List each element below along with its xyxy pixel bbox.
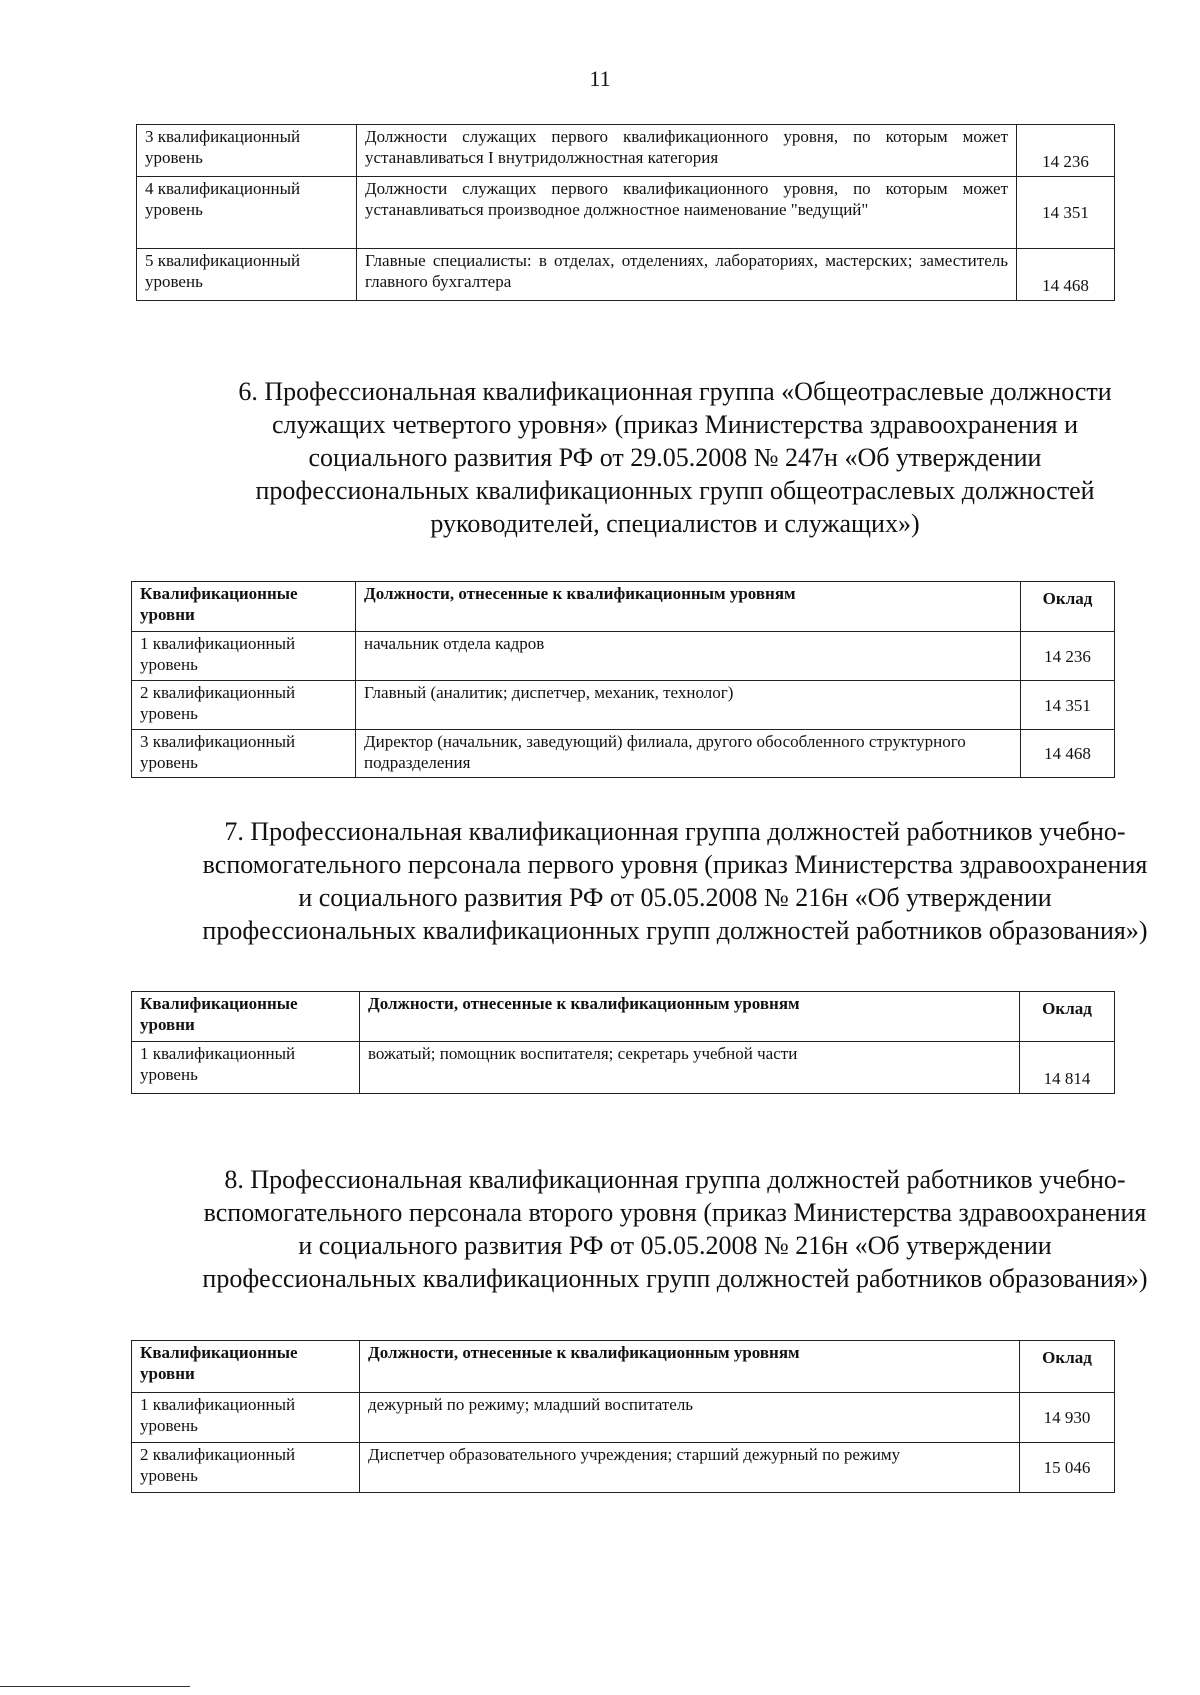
header-positions: Должности, отнесенные к квалификационным уровням [356,582,1021,632]
section-6-heading: 6. Профессиональная квалификационная группа «Общеотраслевые должности служащих четвертого уровня» (приказ Министерства здравоохранения и социального развития РФ от 29.05.2008 № 247н «Об утверждении профессиональных квалификационных групп общеотраслевых должностей руководителей, специалистов и служащих») [238,377,1112,538]
positions-cell: Директор (начальник, заведующий) филиала, другого обособленного структурного подразделения [356,730,1021,778]
positions-cell: вожатый; помощник воспитателя; секретарь учебной части [360,1042,1020,1094]
positions-cell: Главные специалисты: в отделах, отделениях, лабораториях, мастерских; заместитель главного бухгалтера [357,249,1017,301]
positions-cell: Должности служащих первого квалификационного уровня, по которым может устанавливаться I внутридолжностная категория [357,125,1017,177]
header-oklad: Оклад [1020,1341,1115,1393]
section-6-table [131,581,1115,778]
level-cell: 3 квалификационный уровень [132,730,356,778]
level-cell: 2 квалификационный уровень [132,681,356,730]
table-header-row [132,582,1115,632]
oklad-cell: 14 351 [1021,681,1115,730]
header-level: Квалификационные уровни [132,1341,360,1393]
header-level: Квалификационные уровни [132,992,360,1042]
table-row [137,177,1115,249]
oklad-cell: 14 468 [1017,249,1115,301]
level-cell: 5 квалификационный уровень [137,249,357,301]
header-oklad: Оклад [1020,992,1115,1042]
positions-cell: начальник отдела кадров [356,632,1021,681]
oklad-cell: 14 351 [1017,177,1115,249]
header-level: Квалификационные уровни [132,582,356,632]
table-row [132,681,1115,730]
table-top-continuation [136,124,1115,301]
positions-cell: Диспетчер образовательного учреждения; старший дежурный по режиму [360,1443,1020,1493]
table-row [132,632,1115,681]
oklad-cell: 14 468 [1021,730,1115,778]
section-7-heading: 7. Профессиональная квалификационная группа должностей работников учебно-вспомогательного персонала первого уровня (приказ Министерства здравоохранения и социального развития РФ от 05.05.2008 № 216н «Об утверждении профессиональных квалификационных групп должностей работников образования») [202,817,1148,945]
table-row [132,1393,1115,1443]
positions-cell: дежурный по режиму; младший воспитатель [360,1393,1020,1443]
table-row [137,249,1115,301]
table-row [132,730,1115,778]
section-7-table [131,991,1115,1094]
oklad-cell: 14 236 [1021,632,1115,681]
level-cell: 2 квалификационный уровень [132,1443,360,1493]
header-positions: Должности, отнесенные к квалификационным уровням [360,992,1020,1042]
level-cell: 1 квалификационный уровень [132,1042,360,1094]
bottom-rule [0,1686,190,1687]
table-row [137,125,1115,177]
page-number: 11 [589,66,611,91]
level-cell: 4 квалификационный уровень [137,177,357,249]
table-row [132,1042,1115,1094]
positions-cell: Главный (аналитик; диспетчер, механик, технолог) [356,681,1021,730]
level-cell: 1 квалификационный уровень [132,632,356,681]
table-row [132,1443,1115,1493]
positions-cell: Должности служащих первого квалификационного уровня, по которым может устанавливаться производное должностное наименование "ведущий" [357,177,1017,249]
oklad-cell: 14 814 [1020,1042,1115,1094]
table-header-row [132,992,1115,1042]
table-header-row [132,1341,1115,1393]
oklad-cell: 14 930 [1020,1393,1115,1443]
header-positions: Должности, отнесенные к квалификационным уровням [360,1341,1020,1393]
level-cell: 1 квалификационный уровень [132,1393,360,1443]
section-8-heading: 8. Профессиональная квалификационная группа должностей работников учебно-вспомогательного персонала второго уровня (приказ Министерства здравоохранения и социального развития РФ от 05.05.2008 № 216н «Об утверждении профессиональных квалификационных групп должностей работников образования») [202,1165,1148,1293]
oklad-cell: 15 046 [1020,1443,1115,1493]
header-oklad: Оклад [1021,582,1115,632]
oklad-cell: 14 236 [1017,125,1115,177]
level-cell: 3 квалификационный уровень [137,125,357,177]
section-8-table [131,1340,1115,1493]
